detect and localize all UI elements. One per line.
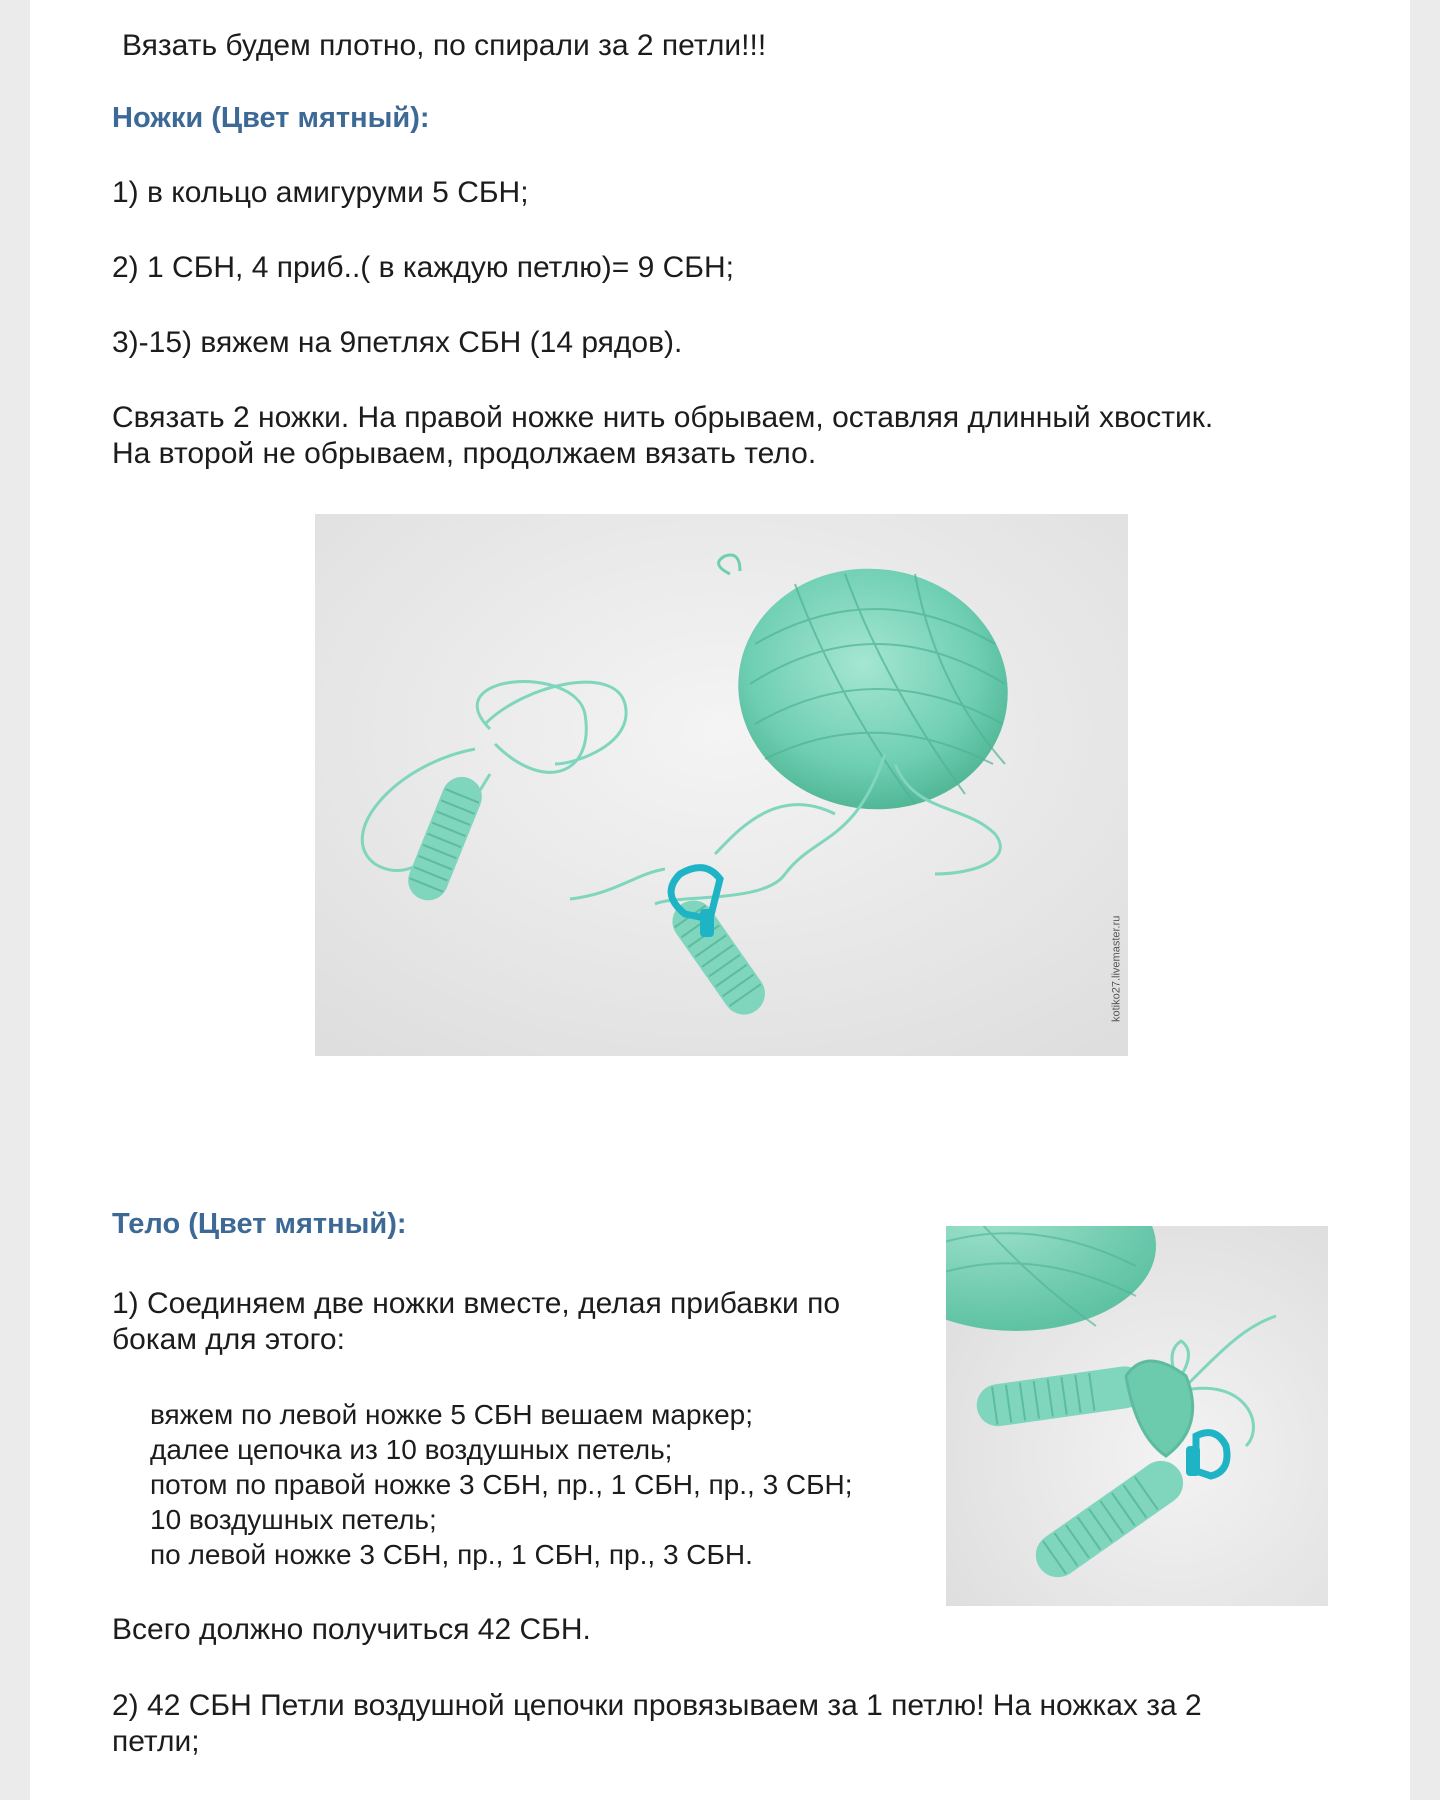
body-step1-line-1: 1) Соединяем две ножки вместе, делая прибавки по — [112, 1287, 841, 1320]
body-total: Всего должно получиться 42 СБН. — [112, 1613, 591, 1646]
body-photo — [946, 1226, 1328, 1606]
body-substep-5: по левой ножке 3 СБН, пр., 1 СБН, пр., 3 СБН. — [150, 1539, 753, 1570]
body-step2-line-2: петли; — [112, 1725, 200, 1758]
legs-step-3: 3)-15) вяжем на 9петлях СБН (14 рядов). — [112, 326, 683, 359]
document-page — [30, 0, 1410, 1800]
body-heading: Тело (Цвет мятный): — [112, 1208, 407, 1240]
legs-note-line-1: Связать 2 ножки. На правой ножке нить обрываем, оставляя длинный хвостик. — [112, 401, 1214, 434]
body-substep-4: 10 воздушных петель; — [150, 1504, 437, 1535]
intro-text: Вязать будем плотно, по спирали за 2 петли!!! — [122, 29, 767, 62]
body-substep-1: вяжем по левой ножке 5 СБН вешаем маркер; — [150, 1399, 753, 1430]
body-step1-line-2: бокам для этого: — [112, 1323, 345, 1356]
legs-photo — [315, 514, 1128, 1056]
body-substep-2: далее цепочка из 10 воздушных петель; — [150, 1434, 673, 1465]
body-substep-3: потом по правой ножке 3 СБН, пр., 1 СБН, пр., 3 СБН; — [150, 1469, 853, 1500]
legs-step-1: 1) в кольцо амигуруми 5 СБН; — [112, 176, 529, 209]
legs-heading: Ножки (Цвет мятный): — [112, 102, 430, 134]
legs-note-line-2: На второй не обрываем, продолжаем вязать тело. — [112, 437, 817, 470]
photo-watermark: kotiko27.livemaster.ru — [1110, 915, 1122, 1022]
body-step2-line-1: 2) 42 СБН Петли воздушной цепочки провязываем за 1 петлю! На ножках за 2 — [112, 1689, 1202, 1722]
legs-step-2: 2) 1 СБН, 4 приб..( в каждую петлю)= 9 СБН; — [112, 251, 734, 284]
